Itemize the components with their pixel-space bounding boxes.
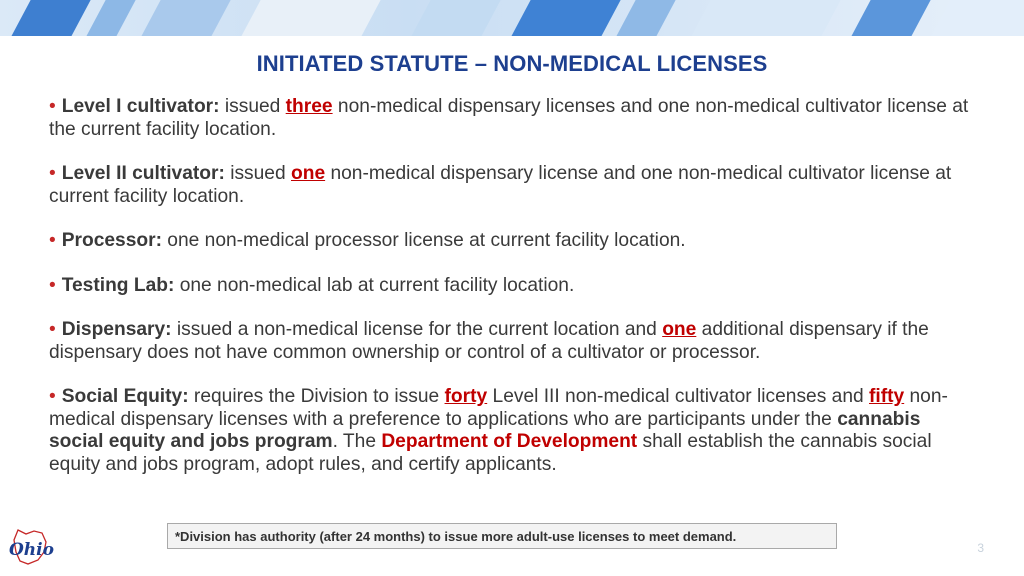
banner-stripe xyxy=(844,0,936,36)
item-label: Testing Lab: xyxy=(61,274,175,296)
item-text: issued xyxy=(224,163,291,184)
item-text: issued xyxy=(219,96,286,117)
footnote-box: *Division has authority (after 24 months) to issue more adult-use licenses to meet demand. xyxy=(167,523,837,549)
highlight-number: three xyxy=(285,96,333,117)
ohio-logo xyxy=(6,528,56,568)
item-text: non-medical dispensary licenses with a preference to applications who are participants under the xyxy=(49,386,948,430)
item-text: shall establish the cannabis social equity and jobs program, adopt rules, and certify applicants. xyxy=(49,431,932,475)
banner-stripe xyxy=(404,0,506,36)
item-text: non-medical dispensary licenses and one non-medical cultivator license at the current facility location. xyxy=(49,96,969,140)
bullet-icon: • xyxy=(49,386,56,407)
item-text: additional dispensary if the dispensary does not have common ownership or control of a cultivator or processor. xyxy=(49,319,929,363)
slide-title: INITIATED STATUTE – NON-MEDICAL LICENSES xyxy=(256,51,768,76)
banner-stripe xyxy=(4,0,96,36)
bullet-item-social-equity xyxy=(49,386,979,476)
bullet-icon: • xyxy=(49,274,56,296)
item-text: non-medical dispensary license and one non-medical cultivator license at current facility location. xyxy=(49,163,952,207)
item-text: Level III non-medical cultivator licenses and xyxy=(487,386,869,407)
program-name: cannabis social equity and jobs program xyxy=(49,408,921,452)
bullet-item-level2-cultivator xyxy=(49,163,979,208)
bullet-item-level1-cultivator xyxy=(49,96,979,141)
bullet-icon: • xyxy=(49,230,56,251)
page-number: 3 xyxy=(977,541,984,555)
highlight-number: one xyxy=(291,163,326,184)
item-text: one non-medical lab at current facility location. xyxy=(174,274,575,296)
bullet-item-testing-lab xyxy=(49,275,979,298)
banner-stripe xyxy=(79,0,141,36)
highlight-number: one xyxy=(662,319,697,340)
banner-stripe xyxy=(924,0,1024,36)
highlight-number: forty xyxy=(444,386,488,407)
item-text: one non-medical processor license at current facility location. xyxy=(161,230,686,251)
bullet-icon: • xyxy=(49,96,56,117)
banner-stripe xyxy=(609,0,681,36)
ohio-state-icon xyxy=(6,528,56,568)
item-label: Processor: xyxy=(61,230,162,251)
banner-stripe xyxy=(134,0,236,36)
bullet-item-processor xyxy=(49,230,979,253)
banner-stripe xyxy=(504,0,626,36)
banner-stripe xyxy=(234,0,386,36)
highlight-number: fifty xyxy=(869,386,905,407)
bullet-icon: • xyxy=(49,319,56,340)
item-label: Level I cultivator: xyxy=(61,96,220,117)
bullet-item-dispensary xyxy=(49,319,979,364)
item-label: Social Equity: xyxy=(61,386,189,407)
department-name: Department of Development xyxy=(381,431,638,452)
logo-text: Ohio xyxy=(9,540,54,560)
item-text: requires the Division to issue xyxy=(188,386,445,407)
item-label: Level II cultivator: xyxy=(61,163,225,184)
bullet-list xyxy=(49,96,979,498)
header-banner xyxy=(0,0,1024,36)
item-label: Dispensary: xyxy=(61,319,172,340)
banner-stripe xyxy=(684,0,846,36)
bullet-icon: • xyxy=(49,163,56,184)
item-text: issued a non-medical license for the current location and xyxy=(171,319,663,340)
item-text: . The xyxy=(332,431,382,452)
